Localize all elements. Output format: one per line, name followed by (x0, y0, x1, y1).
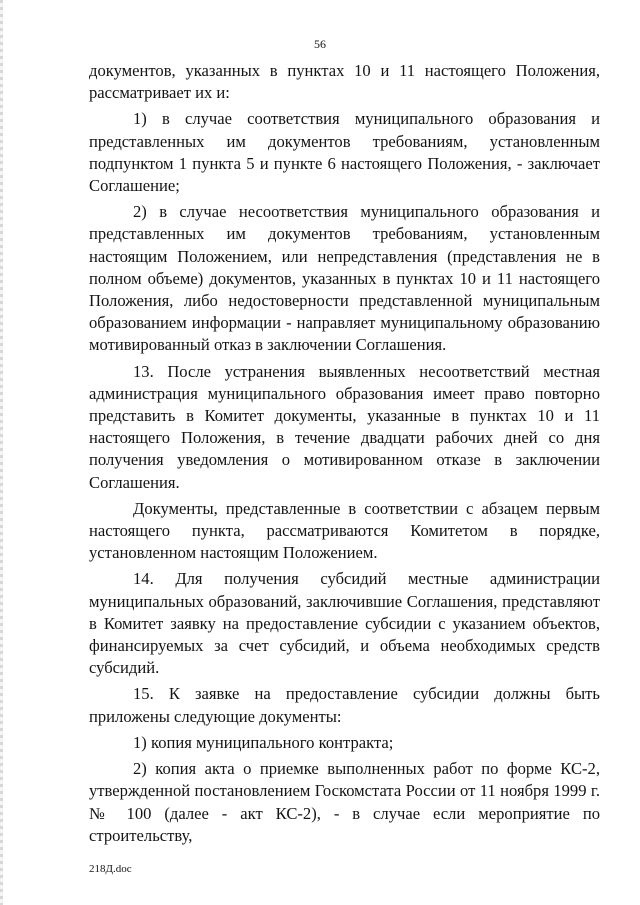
scan-edge (0, 0, 3, 905)
paragraph-continuation: документов, указанных в пунктах 10 и 11 настоящего Положения, рассматривает их и: (89, 61, 600, 103)
paragraph-clause-13: 13. После устранения выявленных несоответствий местная администрация муниципального образования имеет право повторно представить в Комитет документы, указанные в пунктах 10 и 11 настоящего Положения, в течение двадцати рабочих дней со дня получения уведомления о мотивированном отказе в заключении Соглашения. (89, 361, 600, 492)
page-number: 56 (314, 37, 326, 51)
paragraph-item-2: 2) в случае несоответствия муниципального образования и представленных им документов требованиям, установленным настоящим Положением, или непредставления (представления не в полном объеме) документов, указанных в пунктах 10 и 11 настоящего Положения, либо недостоверности представленной муниципальным образованием информации - направляет муниципальному образованию мотивированный отказ в заключении Соглашения. (89, 202, 600, 355)
paragraph-item-1: 1) в случае соответствия муниципального образования и представленных им документов требованиям, установленным подпунктом 1 пункта 5 и пункте 6 настоящего Положения, - заключает Соглашение; (89, 109, 600, 196)
paragraph-clause-15-item-1: 1) копия муниципального контракта; (133, 732, 394, 752)
paragraph-clause-14: 14. Для получения субсидий местные администрации муниципальных образований, заключившие Соглашения, представляют в Комитет заявку на предоставление субсидии с указанием объектов, финансируемых за счет субсидий, и объема необходимых средств субсидий. (89, 569, 600, 678)
paragraph-clause-15-item-2: 2) копия акта о приемке выполненных работ по форме КС-2, утвержденной постановлением Госкомстата России от 11 ноября 1999 г. № 100 (далее - акт КС-2), - в случае если мероприятие по строительству, (89, 759, 600, 845)
document-body (89, 60, 600, 847)
paragraph-clause-15: 15. К заявке на предоставление субсидии должны быть приложены следующие документы: (89, 684, 600, 726)
footer-filename: 218Д.doc (89, 863, 132, 875)
paragraph-clause-13-documents: Документы, представленные в соответствии с абзацем первым настоящего пункта, рассматриваются Комитетом в порядке, установленном настоящим Положением. (89, 498, 600, 563)
